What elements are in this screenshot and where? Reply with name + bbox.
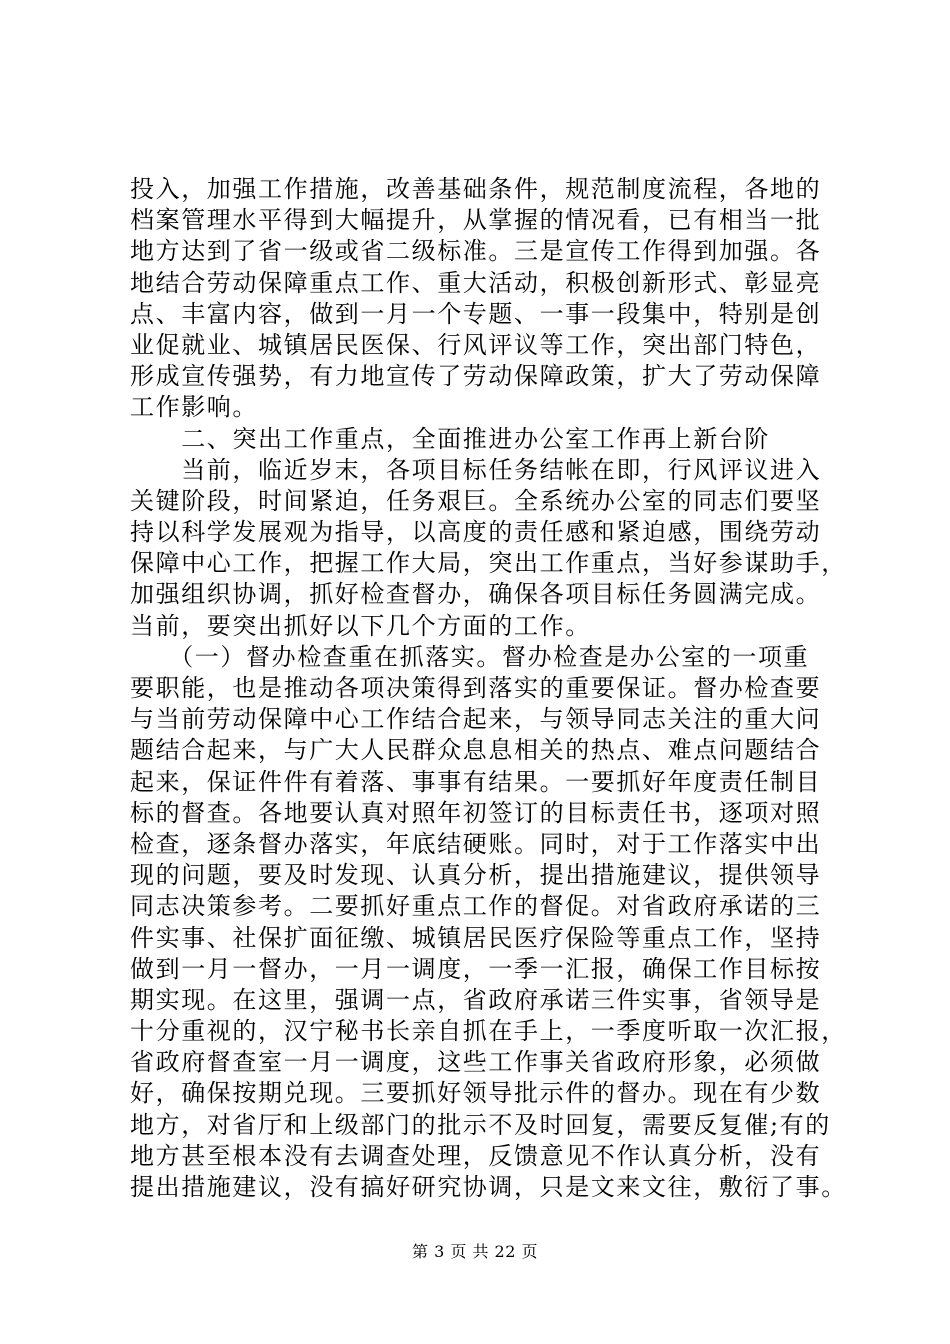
text-line-22: 检查，逐条督办落实，年底结硬账。同时，对于工作落实中出 <box>130 829 822 858</box>
text-line-30: 好，确保按期兑现。三要抓好领导批示件的督办。现在有少数 <box>130 1079 822 1108</box>
text-line-4: 地结合劳动保障重点工作、重大活动，积极创新形式、彰显亮 <box>130 268 822 297</box>
text-line-32: 地方甚至根本没有去调查处理，反馈意见不作认真分析，没有 <box>130 1141 822 1170</box>
text-line-6: 业促就业、城镇居民医保、行风评议等工作，突出部门特色， <box>130 330 822 359</box>
text-line-26: 做到一月一督办，一月一调度，一季一汇报，确保工作目标按 <box>130 954 822 983</box>
text-line-18: 与当前劳动保障中心工作结合起来，与领导同志关注的重大问 <box>130 705 822 734</box>
text-line-27: 期实现。在这里，强调一点，省政府承诺三件实事，省领导是 <box>130 985 822 1014</box>
text-line-24: 同志决策参考。二要抓好重点工作的督促。对省政府承诺的三 <box>130 892 822 921</box>
subsection-heading-line: （一）督办检查重在抓落实。督办检查是办公室的一项重 <box>130 642 810 671</box>
text-line-2: 档案管理水平得到大幅提升，从掌握的情况看，已有相当一批 <box>130 206 822 235</box>
text-line-7: 形成宣传强势，有力地宣传了劳动保障政策，扩大了劳动保障 <box>130 362 822 391</box>
document-body <box>130 174 860 1203</box>
section-heading: 二、突出工作重点，全面推进办公室工作再上新台阶 <box>130 424 770 453</box>
text-line-8: 工作影响。 <box>130 393 258 422</box>
text-line-20: 起来，保证件件有着落、事事有结果。一要抓好年度责任制目 <box>130 767 822 796</box>
page-number-footer: 第 3 页 共 22 页 <box>412 1242 538 1261</box>
text-line-29: 省政府督查室一月一调度，这些工作事关省政府形象，必须做 <box>130 1048 822 1077</box>
text-line-11: 关键阶段，时间紧迫，任务艰巨。全系统办公室的同志们要坚 <box>130 486 822 515</box>
text-line-5: 点、丰富内容，做到一月一个专题、一事一段集中，特别是创 <box>130 299 822 328</box>
text-line-14: 加强组织协调，抓好检查督办，确保各项目标任务圆满完成。 <box>130 580 822 609</box>
text-line-3: 地方达到了省一级或省二级标准。三是宣传工作得到加强。各 <box>130 237 822 266</box>
text-line-23: 现的问题，要及时发现、认真分析，提出措施建议，提供领导 <box>130 861 822 890</box>
text-line-17: 要职能，也是推动各项决策得到落实的重要保证。督办检查要 <box>130 674 822 702</box>
text-line-1: 投入，加强工作措施，改善基础条件，规范制度流程，各地的 <box>130 175 822 203</box>
text-line-21: 标的督查。各地要认真对照年初签订的目标责任书，逐项对照 <box>130 798 822 827</box>
text-line-28: 十分重视的，汉宁秘书长亲自抓在手上，一季度听取一次汇报， <box>130 1017 847 1046</box>
text-line-12: 持以科学发展观为指导，以高度的责任感和紧迫感，围绕劳动 <box>130 518 822 547</box>
text-line-31: 地方，对省厅和上级部门的批示不及时回复，需要反复催;有的 <box>130 1110 831 1139</box>
text-line-25: 件实事、社保扩面征缴、城镇居民医疗保险等重点工作，坚持 <box>130 923 822 952</box>
text-line-19: 题结合起来，与广大人民群众息息相关的热点、难点问题结合 <box>130 736 822 765</box>
text-line-15: 当前，要突出抓好以下几个方面的工作。 <box>130 611 591 640</box>
text-line-10: 当前，临近岁末，各项目标任务结帐在即，行风评议进入 <box>130 455 822 484</box>
text-line-13: 保障中心工作，把握工作大局，突出工作重点，当好参谋助手， <box>130 549 847 578</box>
text-line-33: 提出措施建议，没有搞好研究协调，只是文来文往，敷衍了事。 <box>130 1173 847 1201</box>
